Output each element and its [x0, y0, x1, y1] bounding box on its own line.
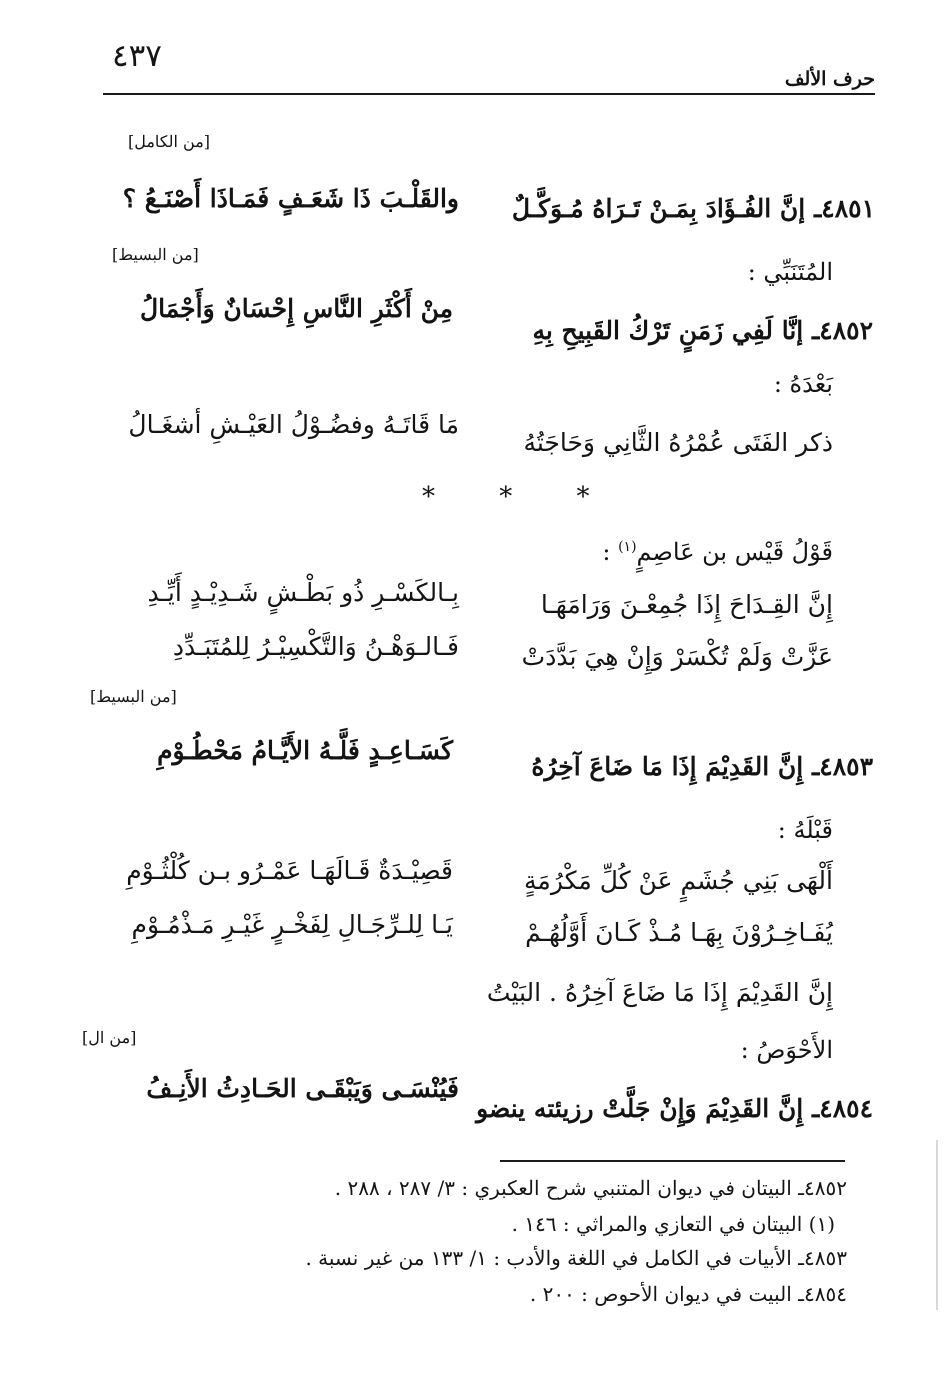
qays-colon: :: [602, 538, 611, 566]
verse-number: ٤٨٥٣ـ: [811, 752, 873, 781]
verse-hemistich-first: إنَّا لَفِي زَمَنٍ تَرْكُ القَبِيحِ بِهِ: [532, 316, 804, 345]
qays-attribution: [602, 538, 833, 566]
footnote-4852: ٤٨٥٢ـ البيتان في ديوان المتنبي شرح العكبري : ٣/ ٢٨٧ ، ٢٨٨ .: [334, 1176, 847, 1200]
before-verse-1-second: قَصِيْـدَةٌ قَـالَهَـا عَمْـرُو بـن كُلْثُـوْمِ: [126, 856, 453, 885]
before-verse-1-first: أَلْهَى بَنِي جُشَمٍ عَنْ كُلِّ مَكْرُمَةٍ: [524, 866, 833, 895]
poet-name: الأَحْوَصُ :: [740, 1036, 833, 1064]
qays-verse-2-second: فَـالـوَهْـنُ وَالتَّكْسِيْـرُ لِلمُتَبَـدِّدِ: [172, 632, 459, 661]
poet-name: المُتَنَبِّي :: [747, 258, 833, 286]
verse-hemistich-first: إِنَّ القَدِيْمَ وَإِنْ جَلَّتْ رزيئته ينضو: [476, 1094, 804, 1123]
section-separator-stars: * * *: [422, 482, 618, 512]
verse-4853-first: [531, 752, 873, 781]
section-label-before: قَبْلَهُ :: [777, 816, 833, 844]
qays-label: قَوْلُ قَيْس بن عَاصِمٍ: [636, 538, 833, 566]
verse-4854-first: [476, 1094, 873, 1123]
scan-edge-mark: [936, 1140, 938, 1310]
verse-4854-second: فَيُنْسَـى وَيَبْقَـى الحَـادِثُ الأَنِـفُ: [146, 1074, 459, 1103]
footnote-rule: [500, 1160, 845, 1162]
footnote-1: (١) البيتان في التعازي والمراثي : ١٤٦ .: [511, 1212, 835, 1236]
header-rule: [103, 93, 875, 95]
qays-verse-1-second: بِـالكَسْـرِ ذُو بَطْـشٍ شَـدِيْـدٍ أَيِّـدِ: [147, 578, 459, 607]
running-header-title: حرف الألف: [784, 68, 875, 90]
after-verse-second: مَا قَاتَـهُ وفضُـوْلُ العَيْـشِ أشغَـالُ: [128, 410, 459, 439]
footnote-4854: ٤٨٥٤ـ البيت في ديوان الأحوص : ٢٠٠ .: [529, 1282, 847, 1306]
verse-4851-first: [512, 194, 875, 223]
after-verse-first: ذكر الفَتَى عُمْرُهُ الثَّانِي وَحَاجَتُهُ: [523, 428, 833, 457]
before-verse-2-first: يُفَـاخِـرُوْنَ بِهَـا مُـذْ كَـانَ أَوَّلُهُـمْ: [525, 918, 833, 947]
verse-4851-second: والقَلْـبَ ذَا شَعَـفٍ فَمَـاذَا أَصْنَـعُ ؟: [122, 184, 459, 213]
footnote-4853: ٤٨٥٣ـ الأبيات في الكامل في اللغة والأدب : ١/ ١٣٣ من غير نسبة .: [305, 1246, 847, 1270]
quoted-hemistich: إِنَّ القَدِيْمَ إِذَا مَا ضَاعَ آخِرُهُ . البَيْتُ: [486, 978, 833, 1007]
qays-verse-2-first: عَزَّتْ وَلَمْ تُكْسَرْ وَإِنْ هِيَ بَدَّدَتْ: [521, 642, 833, 671]
meter-label: [من ال]: [82, 1028, 137, 1047]
verse-number: ٤٨٥٢ـ: [811, 316, 873, 345]
meter-label: [من الكامل]: [128, 132, 211, 151]
page-number: ٤٣٧: [112, 38, 162, 74]
verse-4853-second: كَسَـاعِـدٍ فَلَّـهُ الأَيَّـامُ مَحْطُـوْمِ: [157, 736, 453, 765]
meter-label: [من البسيط]: [112, 245, 199, 264]
verse-hemistich-first: إِنَّ القَدِيْمَ إِذَا مَا ضَاعَ آخِرُهُ: [531, 752, 804, 781]
verse-hemistich-first: إنَّ الفُـؤَادَ بِمَـنْ تَـرَاهُ مُـوَكَّـلٌ: [511, 194, 806, 223]
verse-4852-second: مِنْ أَكْثَرِ النَّاسِ إِحْسَانٌ وَأَجْمَالُ: [139, 294, 453, 323]
verse-number: ٤٨٥١ـ: [813, 194, 875, 223]
section-label-after: بَعْدَهُ :: [773, 370, 833, 398]
qays-verse-1-first: إِنَّ القِـدَاحَ إِذَا جُمِعْـنَ وَرَامَهَـا: [540, 590, 833, 619]
before-verse-2-second: يَـا لِلـرِّجَـالِ لِفَخْـرٍ غَيْـرِ مَـذْمُـوْمِ: [131, 910, 453, 939]
verse-4852-first: [532, 316, 873, 345]
meter-label: [من البسيط]: [90, 687, 177, 706]
verse-number: ٤٨٥٤ـ: [811, 1094, 873, 1123]
footnote-marker: (١): [618, 539, 637, 555]
